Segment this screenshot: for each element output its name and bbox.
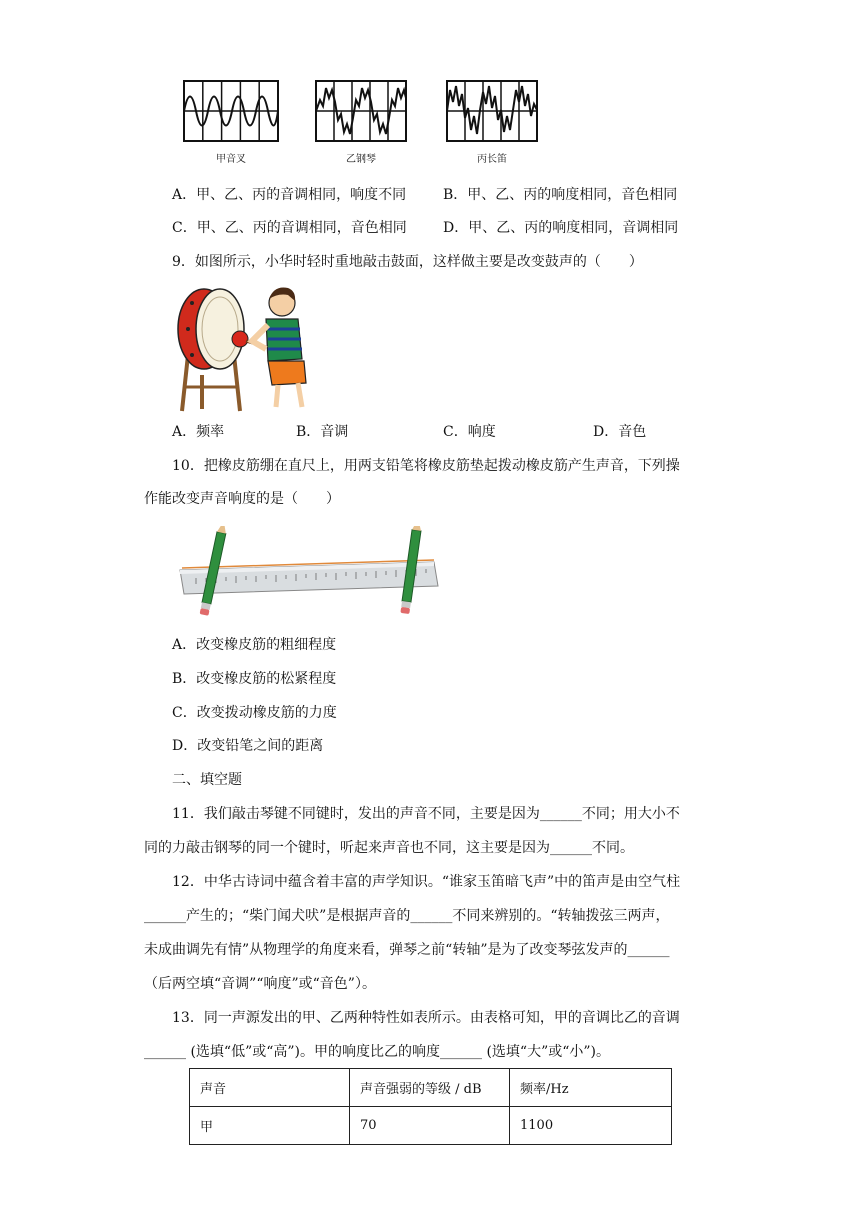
waveform-caption-piano: 乙钢琴 [346,154,376,165]
q10-option-a: A．改变橡皮筋的粗细程度 [172,637,337,653]
q12-line2: ______产生的；“柴门闻犬吠”是根据声音的______不同来辨别的。“转轴拨弦三两声， [144,908,670,924]
section-title-fill-in: 二、填空题 [172,772,242,788]
q10-option-c: C．改变拨动橡皮筋的力度 [172,705,337,721]
waveform-caption-flute: 丙长笛 [477,154,507,165]
waveform-piano [315,80,407,146]
q13-line1: 13．同一声源发出的甲、乙两种特性如表所示。由表格可知，甲的音调比乙的音调 [172,1010,680,1026]
q8-option-d: D．甲、乙、丙的响度相同，音调相同 [443,220,679,236]
q10-stem-line1: 10．把橡皮筋绷在直尺上，用两支铅笔将橡皮筋垫起拨动橡皮筋产生声音，下列操 [172,458,680,474]
table-header-cell: 频率/Hz [510,1069,672,1107]
waveform-flute [446,80,538,146]
q9-option-a: A．频率 [172,424,225,440]
q12-line3: 未成曲调先有情”从物理学的角度来看，弹琴之前“转轴”是为了改变琴弦发声的______ [144,942,670,958]
table-row [190,1107,672,1145]
q8-option-c: C．甲、乙、丙的音调相同，音色相同 [172,220,407,236]
q10-stem-line2: 作能改变声音响度的是（ ） [144,491,340,507]
q9-option-b: B．音调 [296,424,349,440]
q9-stem: 9．如图所示，小华时轻时重地敲击鼓面，这样做主要是改变鼓声的（ ） [172,254,643,270]
drum-illustration [174,283,314,417]
table-cell: 1100 [510,1107,672,1145]
table-header-row [190,1069,672,1107]
table-header-cell: 声音 [190,1069,350,1107]
q8-option-b: B．甲、乙、丙的响度相同，音色相同 [443,187,678,203]
q10-option-d: D．改变铅笔之间的距离 [172,738,324,754]
table-cell: 70 [350,1107,510,1145]
q8-option-a: A．甲、乙、丙的音调相同，响度不同 [172,187,407,203]
q11-line2: 同的力敲击钢琴的同一个键时，听起来声音也不同，这主要是因为______不同。 [144,840,634,856]
ruler-pencils-illustration [176,526,446,620]
q9-option-d: D．音色 [593,424,647,440]
q12-line4: （后两空填“音调”“响度”或“音色”）。 [144,976,376,992]
waveform-tuning-fork [183,80,279,146]
table-cell: 甲 [190,1107,350,1145]
q10-option-b: B．改变橡皮筋的松紧程度 [172,671,337,687]
q12-line1: 12．中华古诗词中蕴含着丰富的声学知识。“谁家玉笛暗飞声”中的笛声是由空气柱 [172,874,681,890]
sound-data-table [189,1068,672,1145]
q9-option-c: C．响度 [443,424,496,440]
q11-line1: 11．我们敲击琴键不同键时，发出的声音不同，主要是因为______不同；用大小不 [172,806,680,822]
q13-line2: ______ (选填“低”或“高”)。甲的响度比乙的响度______ (选填“大”或“小”)。 [144,1044,611,1060]
waveform-caption-tuning-fork: 甲音叉 [216,154,246,165]
table-header-cell: 声音强弱的等级 / dB [350,1069,510,1107]
